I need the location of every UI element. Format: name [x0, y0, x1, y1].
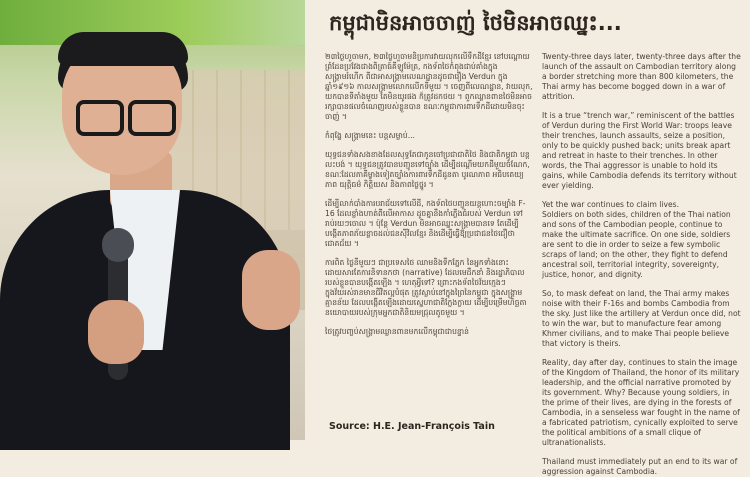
english-paragraph: It is a true “trench war,” reminiscent of the battles of Verdun during the First World War: troops leave their trenches, launch assaults, seize a position, only to be quickly pushed back; units break apart and retreat in haste to their trenches. In other words, the Thai aggressor is unable to hold its gains, while Cambodia defends its territory without ever yielding.	[542, 111, 737, 190]
english-paragraph: Twenty-three days later, twenty-three days after the launch of the assault on Cambodian territory along a border stretching more than 800 kilometers, the Thai army has become bogged down in a war of attrition.	[542, 52, 741, 101]
speaker-hand-left	[88, 300, 144, 364]
microphone-head	[102, 228, 134, 262]
khmer-paragraph: យុទ្ធជនទាំងសងខាងដែលសុទ្ធតែជាកូនចៅប្រជាជាតិថៃ និងជាតិកម្ពុជា បន្តលះបង់ ។ យុទ្ធជនត្រូវបានបញ្ជូនទៅច្បាំង ដើម្បីដណ្ដើមយកដីមួយចំណែក, ខណៈដែលភាគីម្ខាងទៀតច្បាំងការពារទឹកដីដូនតា បូរណភាព អធិបតេយ្យភាព យុត្តិធម៌ កិត្តិយស និងភាពថ្លៃថ្នូរ ។	[325, 150, 530, 189]
khmer-paragraph: ២៣ថ្ងៃហួចាមក, ២៣ថ្ងៃហួចាមនិប្រការវាយលុកលើទឹកដីខ្មែរ នៅបណ្ដោយព្រំដែនប្រវែងជាងពិត្រាធ៍គីឡូម៉ែត្រ, កងទ័ពថៃកំពុងជាប់គាំងក្នុងសង្គ្រាមរំហើក ពីជាអាសង្គ្រាមលេណដ្ឋានដូចជារឿង Verdun ក្នុងឆ្នាំ១៩១៦ កាលសង្គ្រាមលោកលើកទីមួយ ។ ចេញពីលេណដ្ឋាន, វាយលុក, យកបានទីតាំងមួយ តែមិនយូរផង ក៏ត្រូវដកថយ ។ ពួកឈ្លានពានថៃមិនអាចរក្សាបានផលចំណេញរបស់ខ្លួនបាន ខណៈកម្ពុជាការពារទឹកដីដោយមិនចុះចាញ់ ។	[325, 52, 533, 121]
article-source: Source: H.E. Jean-François Tain	[329, 421, 495, 432]
english-paragraph: Reality, day after day, continues to stain the image of the Kingdom of Thailand, the honor of its military leadership, and the official narrative promoted by its government. Why? Because young soldiers, in the prime of their lives, are dying in the forests of Cambodia, in a senseless war fought in the name of a fabricated patriotism, cynically exploited to serve the political ambitions of a small clique of ultranationalists.	[542, 358, 740, 447]
khmer-paragraph: ការពិត ថ្ងៃនីមួយៗ ជាប្រទេសថៃ ឈាមនិងទឹកភ្នែក នៃអ្នកទាំងនោះ ដោយសារតែការនិទានកថា (narrative) ដែលមេដឹកនាំ និងរដ្ឋាភិបាលរបស់ខ្លួនបានបង្កើតឡើង ។ ហេតុអ្វីទៅ? ព្រោះកងទ័ពថៃវ័យក្មេងៗ ក្នុងវ័យរស់រានមានជីវិតល្អបំផុត ត្រូវស្លាប់នៅក្នុងព្រៃនៃកម្ពុជា ក្នុងសង្គ្រាមគ្មានន័យ ដែលបង្កើតឡើងដោយស្នេហាជាតិក្លែងក្លាយ ដើម្បីបម្រើមហិច្ឆតានយោបាយរបស់ក្រុមអ្នកជាតិនិយមជ្រុលតូចមួយ ។	[325, 258, 527, 317]
article-title: កម្ពុជាមិនអាចចាញ់ ថៃមិនអាចឈ្នះ...	[329, 11, 622, 35]
english-paragraph: Soldiers on both sides, children of the Thai nation and sons of the Cambodian people, continue to make the ultimate sacrifice. On one side, soldiers are sent to die in order to seize a few symbolic scraps of land; on the other, they fight to defend ancestral soil, territorial integrity, sovereignty, justice, honor, and dignity.	[542, 210, 731, 279]
english-column	[542, 52, 742, 476]
article-panel	[305, 0, 750, 476]
english-paragraph: So, to mask defeat on land, the Thai army makes noise with their F-16s and bombs Cambodia from the sky. Just like the artillery at Verdun once did, not to win the war, but to manufacture fear among Khmer civilians, and to make Thai people believe that victory is theirs.	[542, 289, 741, 348]
khmer-column	[325, 52, 533, 414]
english-paragraph: Thailand must immediately put an end to its war of aggression against Cambodia.	[542, 457, 738, 476]
khmer-paragraph: កំពុង្ហែ សង្គ្រាមនេះ បន្តសម្លាប់...	[325, 131, 415, 140]
khmer-paragraph: ដើម្បីលាក់បាំងការបរាជ័យទៅលើដី, កងទ័ពថៃបញ្ជូនយន្តហោះចម្បាំង F-16 ដែលខ្លាំងហាត់ពីលើអាកាស ដូចគ្នានឹងកាំភ្លើងធំរបស់ Verdun ទៅរាប់រយៗចោល ។ ប៉ុន្តែ Verdun មិនអាចឈ្នះសង្គ្រាមបានទេ តែដើម្បីបង្កើតភាពភ័យខ្លាចដល់ជនស៊ីវិលខ្មែរ និងដើម្បីធ្វើឱ្យប្រជាជនថៃជឿថាជោគជ័យ ។	[325, 199, 526, 248]
speaker-photo	[0, 0, 305, 440]
glasses-icon	[76, 100, 176, 130]
khmer-paragraph: ថៃត្រូវបញ្ចប់សង្គ្រាមឈ្លានពានមកលើកម្ពុជាជាបន្ទាន់	[325, 327, 469, 336]
speaker-hand-right	[242, 250, 300, 330]
speaker-hair-top	[58, 32, 188, 66]
english-paragraph: Yet the war continues to claim lives.	[542, 200, 680, 209]
